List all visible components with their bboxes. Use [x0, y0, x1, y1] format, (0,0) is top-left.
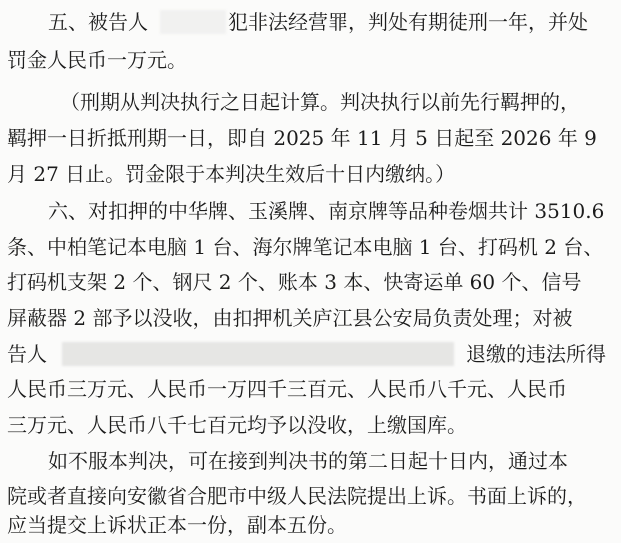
paragraph-appeal-line-3	[0, 507, 621, 543]
paragraph-note-line-3	[0, 156, 621, 192]
text-segment: 三万元、人民币八千七百元均予以没收，上缴国库。	[7, 413, 467, 437]
paragraph-note-line-1	[0, 84, 621, 120]
paragraph-item-6-line-2	[0, 229, 621, 265]
text-segment: 打码机支架 2 个、钢尺 2 个、账本 3 本、快寄运单 60 个、信号	[7, 270, 582, 294]
paragraph-item-5-line-1	[0, 4, 621, 40]
text-segment: 如不服本判决，可在接到判决书的第二日起十日内，通过本	[48, 449, 568, 473]
text-segment: 五、被告人	[48, 10, 148, 34]
text-segment: 羁押一日折抵刑期一日，即自 2025 年 11 月 5 日起至 2026 年 9	[7, 126, 597, 150]
paragraph-item-6-line-7	[0, 407, 621, 443]
text-segment: 退缴的违法所得	[466, 342, 606, 366]
paragraph-item-6-line-3	[0, 264, 621, 300]
paragraph-item-6-line-1	[0, 193, 621, 229]
text-segment: 人民币三万元、人民币一万四千三百元、人民币八千元、人民币	[7, 377, 567, 401]
redacted-names	[62, 342, 454, 366]
text-segment: 犯非法经营罪，判处有期徒刑一年，并处	[228, 10, 588, 34]
text-segment: 罚金人民币一万元。	[7, 48, 187, 72]
paragraph-item-6-line-6	[0, 371, 621, 407]
paragraph-item-6-line-5	[0, 336, 621, 372]
text-segment: 屏蔽器 2 部予以没收，由扣押机关庐江县公安局负责处理；对被	[7, 306, 573, 330]
text-segment: 月 27 日止。罚金限于本判决生效后十日内缴纳。）	[7, 162, 456, 186]
paragraph-note-line-2	[0, 120, 621, 156]
redacted-name	[160, 10, 226, 34]
paragraph-item-5-line-2	[0, 42, 621, 78]
paragraph-item-6-line-4	[0, 300, 621, 336]
text-segment: 条、中柏笔记本电脑 1 台、海尔牌笔记本电脑 1 台、打码机 2 台、	[7, 235, 604, 259]
text-segment: 院或者直接向安徽省合肥市中级人民法院提出上诉。书面上诉的，	[7, 484, 587, 508]
text-segment: （刑期从判决执行之日起计算。判决执行以前先行羁押的，	[60, 90, 580, 114]
paragraph-appeal-line-1	[0, 443, 621, 479]
text-segment: 告人	[7, 342, 47, 366]
text-segment: 六、对扣押的中华牌、玉溪牌、南京牌等品种卷烟共计 3510.6	[48, 199, 605, 223]
text-segment: 应当提交上诉状正本一份，副本五份。	[7, 513, 347, 537]
